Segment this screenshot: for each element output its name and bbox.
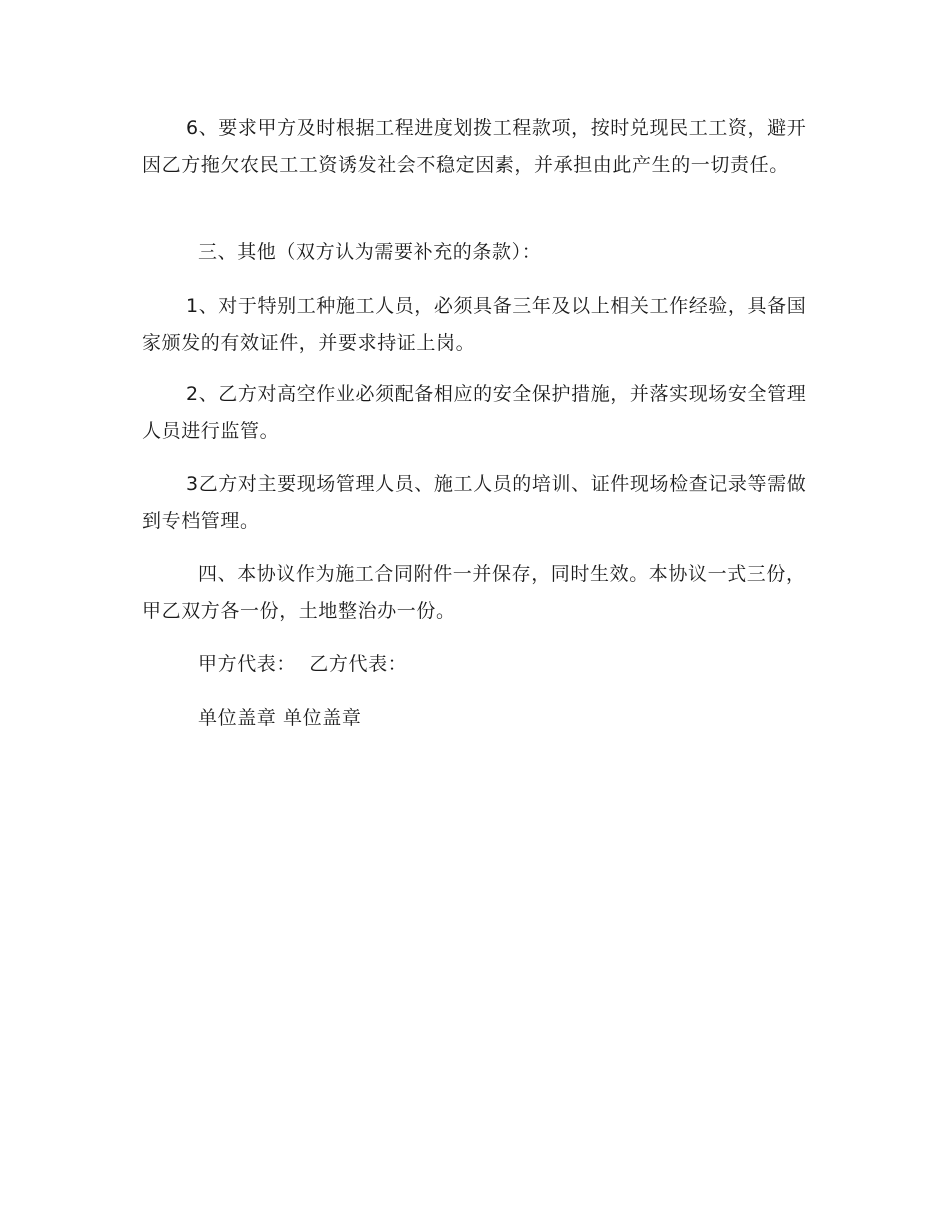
representatives-line: 甲方代表： 乙方代表： <box>198 653 408 675</box>
clause-3-paragraph: 3乙方对主要现场管理人员、施工人员的培训、证件现场检查记录等需做到专档管理。 <box>142 473 807 532</box>
clause-2-paragraph: 2、乙方对高空作业必须配备相应的安全保护措施，并落实现场安全管理人员进行监管。 <box>142 383 807 442</box>
section-three-heading: 三、其他（双方认为需要补充的条款）： <box>198 241 542 263</box>
section-four-paragraph: 四、本协议作为施工合同附件一并保存，同时生效。本协议一式三份，甲乙双方各一份，土地整治办一份。 <box>142 563 806 622</box>
seal-line: 单位盖章 单位盖章 <box>198 707 362 729</box>
clause-1-paragraph: 1、对于特别工种施工人员，必须具备三年及以上相关工作经验，具备国家颁发的有效证件，并要求持证上岗。 <box>142 295 807 354</box>
clause-6-paragraph: 6、要求甲方及时根据工程进度划拨工程款项，按时兑现民工工资，避开因乙方拖欠农民工工资诱发社会不稳定因素，并承担由此产生的一切责任。 <box>142 117 807 176</box>
